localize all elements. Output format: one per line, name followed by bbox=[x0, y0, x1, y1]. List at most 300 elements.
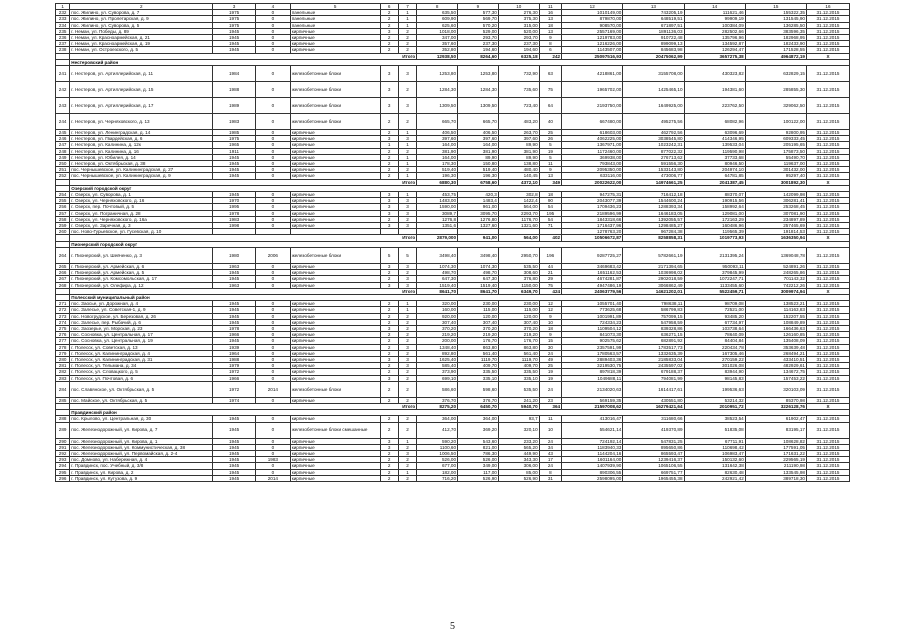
table-cell: 671897,51 bbox=[623, 22, 684, 28]
table-cell: 166436,63 bbox=[745, 325, 806, 331]
table-cell: 535,50 bbox=[498, 381, 539, 397]
table-cell: 1965455,38 bbox=[623, 475, 684, 481]
table-cell: кирпичные bbox=[290, 142, 380, 148]
table-cell: 31.12.2015 bbox=[806, 313, 849, 319]
table-cell: 632829,15 bbox=[745, 66, 806, 82]
table-cell: 293,70 bbox=[498, 35, 539, 41]
table-cell: 31.12.2015 bbox=[806, 338, 849, 344]
table-cell: 902575,62 bbox=[562, 338, 623, 344]
table-cell: 0 bbox=[256, 28, 291, 34]
table-cell: 473006,77 bbox=[623, 173, 684, 179]
table-cell: 1988 bbox=[213, 82, 256, 98]
table-cell: 34 bbox=[539, 444, 561, 450]
column-number-cell: 11 bbox=[539, 4, 561, 10]
table-cell: 67711,91 bbox=[684, 438, 745, 444]
address-cell: г. Полесск, ул. Калининградская, д. 4 bbox=[70, 350, 213, 356]
table-cell: 1978 bbox=[213, 325, 256, 331]
subtotal-value-cell: 20475062,99 bbox=[623, 53, 684, 59]
table-cell: 138,80 bbox=[498, 161, 539, 167]
table-cell: 2189596,99 bbox=[562, 210, 623, 216]
table-cell: 320,10 bbox=[498, 422, 539, 438]
table-cell: кирпичные bbox=[290, 475, 380, 481]
table-cell: 1964 bbox=[213, 350, 256, 356]
table-cell: кирпичные bbox=[290, 356, 380, 362]
table-cell: 106983,47 bbox=[684, 450, 745, 456]
table-cell: 2 bbox=[398, 338, 416, 344]
table-cell: 196 bbox=[539, 247, 561, 263]
table-cell: 677,00 bbox=[417, 463, 458, 469]
table-cell: 370,20 bbox=[417, 325, 458, 331]
table-cell: 136285,50 bbox=[745, 22, 806, 28]
section-title: Полесский муниципальный район bbox=[70, 294, 850, 300]
table-cell: 1649925,00 bbox=[623, 98, 684, 114]
table-cell: 547958,59 bbox=[623, 319, 684, 325]
address-cell: пос. Заосье, ул. Дорожная, д. 4 bbox=[70, 301, 213, 307]
table-cell: 430323,82 bbox=[684, 66, 745, 82]
table-cell: 519,40 bbox=[458, 167, 499, 173]
table-cell: 120,00 bbox=[498, 313, 539, 319]
table-cell: 2 bbox=[398, 332, 416, 338]
table-cell: 194,60 bbox=[498, 47, 539, 53]
table-cell: 219,20 bbox=[458, 332, 499, 338]
row-number-cell: 245 bbox=[56, 130, 70, 136]
table-cell: 1984 bbox=[213, 66, 256, 82]
row-number-cell: 257 bbox=[56, 210, 70, 216]
subtotal-value-cell: 8641,70 bbox=[417, 288, 458, 294]
subtotal-value-cell: 424 bbox=[539, 288, 561, 294]
table-cell: 0 bbox=[256, 444, 291, 450]
subtotal-value-cell: 941,00 bbox=[458, 235, 499, 241]
table-cell: 0 bbox=[256, 10, 291, 16]
table-cell: 498,70 bbox=[458, 270, 499, 276]
table-cell: 19 bbox=[539, 148, 561, 154]
table-cell: кирпичные bbox=[290, 161, 380, 167]
table-cell: 1945 bbox=[213, 276, 256, 282]
row-number-cell: 247 bbox=[56, 142, 70, 148]
table-cell: 5 bbox=[539, 154, 561, 160]
table-cell: 2 bbox=[380, 313, 398, 319]
table-cell: 31.12.2015 bbox=[806, 469, 849, 475]
table-cell: 1309,50 bbox=[417, 98, 458, 114]
row-number-cell: 271 bbox=[56, 301, 70, 307]
table-cell: 0 bbox=[256, 16, 291, 22]
table-cell: 1327,60 bbox=[458, 223, 499, 229]
subtotal-label: Итого bbox=[70, 403, 417, 409]
table-cell: 194,60 bbox=[458, 47, 499, 53]
column-number-cell: 12 bbox=[562, 4, 623, 10]
table-cell: 2 bbox=[380, 457, 398, 463]
table-cell: 1074,30 bbox=[417, 263, 458, 269]
table-cell: 2 bbox=[380, 422, 398, 438]
table-cell: 64781,85 bbox=[684, 173, 745, 179]
table-cell: 230,00 bbox=[458, 301, 499, 307]
table-cell: 2 bbox=[398, 35, 416, 41]
table-cell: 1945 bbox=[213, 469, 256, 475]
table-cell: 1 bbox=[398, 142, 416, 148]
table-cell: 0 bbox=[256, 142, 291, 148]
table-cell: 1983 bbox=[213, 216, 256, 222]
subtotal-value-cell: 564,00 bbox=[498, 235, 539, 241]
table-cell: 18 bbox=[539, 22, 561, 28]
table-cell: 25 bbox=[539, 130, 561, 136]
table-cell: 126294,47 bbox=[684, 47, 745, 53]
table-cell: железобетонные блоки bbox=[290, 114, 380, 130]
table-cell: 1176,70 bbox=[498, 216, 539, 222]
table-cell: 1216226,00 bbox=[562, 41, 623, 47]
table-cell: 75 bbox=[539, 282, 561, 288]
table-cell: 10 bbox=[539, 319, 561, 325]
table-cell: 1 bbox=[398, 192, 416, 198]
table-cell: 349,00 bbox=[458, 463, 499, 469]
table-cell: 11 bbox=[539, 416, 561, 422]
table-cell: 307,40 bbox=[458, 319, 499, 325]
table-cell: 72521,00 bbox=[684, 307, 745, 313]
table-cell: 1278763,20 bbox=[562, 229, 623, 235]
subtotal-value-cell: X bbox=[806, 53, 849, 59]
table-body bbox=[56, 4, 850, 482]
table-cell: 586799,83 bbox=[623, 307, 684, 313]
table-cell: 1 bbox=[398, 173, 416, 179]
table-cell: 375,30 bbox=[498, 16, 539, 22]
table-cell: кирпичные bbox=[290, 173, 380, 179]
column-number-cell: 5 bbox=[290, 4, 380, 10]
table-cell: 37733,68 bbox=[684, 154, 745, 160]
table-cell: 793843,00 bbox=[562, 161, 623, 167]
table-cell: 308,60 bbox=[498, 270, 539, 276]
table-cell: 529,00 bbox=[458, 28, 499, 34]
row-number-cell: 233 bbox=[56, 16, 70, 22]
table-cell: 71 bbox=[539, 223, 561, 229]
table-cell: 31.12.2015 bbox=[806, 363, 849, 369]
table-cell: 1109504,12 bbox=[562, 325, 623, 331]
table-cell: 2043077,39 bbox=[562, 198, 623, 204]
table-cell: 1945 bbox=[213, 313, 256, 319]
table-cell: 19 bbox=[539, 375, 561, 381]
table-cell: 2134020,63 bbox=[562, 381, 623, 397]
subtotal-value-cell: 14974661,25 bbox=[623, 179, 684, 185]
table-cell: 31.12.2015 bbox=[806, 28, 849, 34]
table-cell: 3 bbox=[380, 282, 398, 288]
table-cell: 160,00 bbox=[417, 307, 458, 313]
table-cell: 263,70 bbox=[498, 130, 539, 136]
row-number-cell: 238 bbox=[56, 47, 70, 53]
table-cell: 2 bbox=[398, 350, 416, 356]
table-cell: 1972 bbox=[213, 381, 256, 397]
table-cell: 1945 bbox=[213, 192, 256, 198]
row-number-cell: 251 bbox=[56, 167, 70, 173]
table-row bbox=[56, 98, 850, 114]
table-cell: 43 bbox=[539, 450, 561, 456]
table-cell: 3 bbox=[398, 136, 416, 142]
table-cell: 865593,47 bbox=[623, 450, 684, 456]
table-cell: кирпичные bbox=[290, 216, 380, 222]
table-cell: 320103,09 bbox=[745, 381, 806, 397]
table-cell: 1945 bbox=[213, 338, 256, 344]
subtotal-value-cell: 20022622,00 bbox=[562, 179, 623, 185]
table-cell: 31.12.2015 bbox=[806, 350, 849, 356]
table-cell: 31.12.2015 bbox=[806, 98, 849, 114]
table-cell: 0 bbox=[256, 276, 291, 282]
table-cell: 177591,05 bbox=[745, 444, 806, 450]
table-cell: 190915,56 bbox=[684, 198, 745, 204]
table-cell: 961,00 bbox=[458, 204, 499, 210]
table-cell: 31.12.2015 bbox=[806, 223, 849, 229]
table-cell: 276,30 bbox=[498, 10, 539, 16]
address-cell: пос. Железнодорожный, ул. Коммунистическая, д. 38 bbox=[70, 444, 213, 450]
table-cell: 1783517,73 bbox=[623, 344, 684, 350]
table-cell: 590,20 bbox=[417, 438, 458, 444]
table-cell: 4674281,87 bbox=[562, 276, 623, 282]
table-cell: 171631,22 bbox=[745, 450, 806, 456]
table-cell: 115,00 bbox=[458, 307, 499, 313]
table-cell: 30 bbox=[539, 344, 561, 350]
table-cell: 83944,90 bbox=[684, 369, 745, 375]
table-cell: кирпичные bbox=[290, 28, 380, 34]
table-cell: 31.12.2015 bbox=[806, 397, 849, 403]
table-cell: 1911 bbox=[213, 148, 256, 154]
table-cell: 890306,55 bbox=[562, 469, 623, 475]
address-cell: г. Неман, ул. Победы, д. 89 bbox=[70, 28, 213, 34]
table-cell: 182,00 bbox=[417, 469, 458, 475]
table-cell: 89,90 bbox=[458, 154, 499, 160]
table-cell: кирпичные bbox=[290, 35, 380, 41]
table-cell: 89,90 bbox=[498, 154, 539, 160]
table-cell: 0 bbox=[256, 270, 291, 276]
table-cell: 1843318,66 bbox=[562, 216, 623, 222]
table-cell: 1351,6 bbox=[417, 223, 458, 229]
table-cell: 2185833,04 bbox=[623, 356, 684, 362]
table-cell: 370,20 bbox=[458, 325, 499, 331]
table-cell: 2 bbox=[380, 475, 398, 481]
table-cell: 3 bbox=[380, 210, 398, 216]
table-cell: 16 bbox=[539, 10, 561, 16]
table-cell: 2095350,00 bbox=[562, 167, 623, 173]
table-cell: 1284,30 bbox=[417, 82, 458, 98]
table-cell: 49 bbox=[539, 356, 561, 362]
table-cell: 1309,50 bbox=[458, 98, 499, 114]
table-cell: 877022,32 bbox=[623, 148, 684, 154]
table-cell: 364,00 bbox=[417, 416, 458, 422]
table-cell: 3 bbox=[398, 198, 416, 204]
table-cell: 31.12.2015 bbox=[806, 375, 849, 381]
address-cell: пос. Жилино, ул. Суворова, д. 5 bbox=[70, 22, 213, 28]
table-cell: 152207,55 bbox=[745, 313, 806, 319]
table-cell: 3 bbox=[380, 223, 398, 229]
table-cell: 182968,95 bbox=[745, 35, 806, 41]
table-cell: 0 bbox=[256, 41, 291, 47]
table-cell: 150,80 bbox=[458, 161, 499, 167]
table-cell: 2 bbox=[380, 154, 398, 160]
table-cell: 0 bbox=[256, 344, 291, 350]
row-number-cell: 264 bbox=[56, 247, 70, 263]
table-cell: 2 bbox=[398, 313, 416, 319]
table-cell: панельные bbox=[290, 16, 380, 22]
table-cell: 2006 bbox=[256, 247, 291, 263]
table-cell: 8 bbox=[539, 41, 561, 47]
subtotal-value-cell: 3009974,94 bbox=[745, 288, 806, 294]
table-cell: 31.12.2015 bbox=[806, 114, 849, 130]
table-cell: 2 bbox=[380, 469, 398, 475]
table-cell: 397,60 bbox=[458, 136, 499, 142]
table-cell: 85370,98 bbox=[745, 397, 806, 403]
row-number-cell: 252 bbox=[56, 173, 70, 179]
table-cell: 3 bbox=[380, 204, 398, 210]
row-number-cell: 293 bbox=[56, 457, 70, 463]
table-cell: кирпичные bbox=[290, 41, 380, 47]
table-cell: 892,80 bbox=[417, 350, 458, 356]
table-cell: 306,00 bbox=[498, 463, 539, 469]
table-cell: 2 bbox=[380, 276, 398, 282]
table-cell: 31.12.2015 bbox=[806, 301, 849, 307]
address-cell: г. Полесск, ул. Советская, д. 13 bbox=[70, 344, 213, 350]
table-cell: 669751,77 bbox=[623, 469, 684, 475]
subtotal-value-cell: 16279421,64 bbox=[623, 403, 684, 409]
table-cell: 2 bbox=[380, 301, 398, 307]
table-cell: 0 bbox=[256, 397, 291, 403]
table-cell: 409,70 bbox=[458, 363, 499, 369]
row-number-cell: 256 bbox=[56, 204, 70, 210]
subtotal-value-cell: X bbox=[806, 403, 849, 409]
table-cell: 3 bbox=[380, 192, 398, 198]
subtotal-value-cell: 8264,60 bbox=[458, 53, 499, 59]
table-cell: 2598095,00 bbox=[562, 475, 623, 481]
table-cell: 67734,97 bbox=[684, 319, 745, 325]
table-cell: 164,00 bbox=[458, 142, 499, 148]
table-cell: 119637,00 bbox=[745, 161, 806, 167]
table-cell: 301432,00 bbox=[745, 167, 806, 173]
table-cell: 1519,40 bbox=[458, 282, 499, 288]
subtotal-value-cell: 6758,60 bbox=[458, 179, 499, 185]
table-cell: 119565,39 bbox=[684, 229, 745, 235]
table-cell: 2 bbox=[398, 148, 416, 154]
table-cell: 63 bbox=[539, 66, 561, 82]
subtotal-value-cell: 21597008,62 bbox=[562, 403, 623, 409]
table-cell: 376,70 bbox=[458, 397, 499, 403]
row-number-cell: 242 bbox=[56, 82, 70, 98]
address-cell: г. Полесск, ул. Почтовая, д. 6 bbox=[70, 375, 213, 381]
table-cell: 31.12.2015 bbox=[806, 66, 849, 82]
table-cell: 0 bbox=[256, 47, 291, 53]
table-cell: железобетонные блоки смешанные bbox=[290, 422, 380, 438]
table-cell: 1970 bbox=[213, 198, 256, 204]
table-cell: 0 bbox=[256, 350, 291, 356]
table-cell: 38523,54 bbox=[684, 416, 745, 422]
table-cell: 495275,56 bbox=[623, 114, 684, 130]
table-cell: кирпичные bbox=[290, 136, 380, 142]
table-cell: 176,70 bbox=[458, 338, 499, 344]
row-number-cell: 279 bbox=[56, 350, 70, 356]
table-cell: 31.12.2015 bbox=[806, 282, 849, 288]
table-cell: 172163,29 bbox=[684, 216, 745, 222]
table-cell: 381,90 bbox=[498, 148, 539, 154]
table-row bbox=[56, 381, 850, 397]
table-cell: 1945 bbox=[213, 475, 256, 481]
table-cell: 1172460,00 bbox=[562, 148, 623, 154]
table-cell: 138523,21 bbox=[745, 301, 806, 307]
table-cell: 31.12.2015 bbox=[806, 148, 849, 154]
address-cell: г. Неман, ул. Остроезского, д. 5 bbox=[70, 47, 213, 53]
table-cell: кирпичные bbox=[290, 463, 380, 469]
table-cell: 11 bbox=[539, 161, 561, 167]
table-cell: 1348,40 bbox=[417, 344, 458, 350]
table-cell: 430551,80 bbox=[623, 397, 684, 403]
table-cell: 1945 bbox=[213, 154, 256, 160]
table-cell: 51835,08 bbox=[684, 422, 745, 438]
table-cell: 2 bbox=[380, 332, 398, 338]
table-cell: 68082,96 bbox=[684, 114, 745, 130]
table-cell: 108628,82 bbox=[745, 438, 806, 444]
table-cell: 1945 bbox=[213, 41, 256, 47]
table-cell: 376,70 bbox=[417, 397, 458, 403]
table-cell: 950093,11 bbox=[684, 263, 745, 269]
column-number-cell: 10 bbox=[498, 4, 539, 10]
table-cell: 897818,39 bbox=[562, 369, 623, 375]
table-cell: 31.12.2015 bbox=[806, 344, 849, 350]
table-cell: 1625,40 bbox=[417, 356, 458, 362]
table-cell: 1978 bbox=[213, 210, 256, 216]
table-cell: 220434,78 bbox=[684, 344, 745, 350]
table-cell: 135796,96 bbox=[684, 35, 745, 41]
table-cell: 2 bbox=[398, 270, 416, 276]
table-cell: 609333,45 bbox=[745, 136, 806, 142]
table-cell: 420,3 bbox=[458, 192, 499, 198]
table-cell: 2014 bbox=[256, 381, 291, 397]
table-cell: 863,80 bbox=[498, 344, 539, 350]
table-cell: 1945 bbox=[213, 319, 256, 325]
table-cell: 665,70 bbox=[417, 114, 458, 130]
subtotal-value-cell: 402 bbox=[539, 235, 561, 241]
row-number-cell: 272 bbox=[56, 307, 70, 313]
table-cell: 526,90 bbox=[498, 475, 539, 481]
table-cell: 84404,84 bbox=[684, 338, 745, 344]
table-cell: 0 bbox=[256, 356, 291, 362]
table-cell: кирпичные bbox=[290, 210, 380, 216]
table-cell: 219,20 bbox=[498, 332, 539, 338]
table-cell: 31.12.2015 bbox=[806, 247, 849, 263]
table-cell: 1392055,57 bbox=[623, 216, 684, 222]
table-cell: 920,00 bbox=[417, 313, 458, 319]
table-cell: 196,30 bbox=[417, 173, 458, 179]
table-cell: 1144204,16 bbox=[562, 450, 623, 456]
table-cell: 155322,35 bbox=[745, 10, 806, 16]
column-number-cell: 6 bbox=[380, 4, 398, 10]
table-cell: 3089,7 bbox=[417, 210, 458, 216]
table-cell: 1288393,34 bbox=[623, 204, 684, 210]
table-cell: 2902018,59 bbox=[623, 276, 684, 282]
table-cell: 910722,48 bbox=[623, 35, 684, 41]
table-cell: 31.12.2015 bbox=[806, 136, 849, 142]
table-cell: 1 bbox=[398, 22, 416, 28]
table-cell: 270159,22 bbox=[684, 356, 745, 362]
table-cell: 1483,00 bbox=[417, 198, 458, 204]
table-cell: 1049688,11 bbox=[562, 375, 623, 381]
table-cell: 31.12.2015 bbox=[806, 35, 849, 41]
table-cell: 1219783,00 bbox=[562, 35, 623, 41]
row-number-cell: 254 bbox=[56, 192, 70, 198]
table-cell: 1601164,00 bbox=[562, 457, 623, 463]
table-cell: 31.12.2015 bbox=[806, 130, 849, 136]
table-cell: 301026,08 bbox=[684, 363, 745, 369]
subtotal-value-cell: X bbox=[806, 235, 849, 241]
table-cell: 564,00 bbox=[498, 204, 539, 210]
table-cell: 1 bbox=[398, 307, 416, 313]
housing-register-table bbox=[55, 3, 850, 482]
table-cell: 0 bbox=[256, 173, 291, 179]
table-cell: 0 bbox=[256, 136, 291, 142]
subtotal-value-cell: 12938,50 bbox=[417, 53, 458, 59]
table-cell: 1945 bbox=[213, 28, 256, 34]
table-cell: 3 bbox=[398, 98, 416, 114]
